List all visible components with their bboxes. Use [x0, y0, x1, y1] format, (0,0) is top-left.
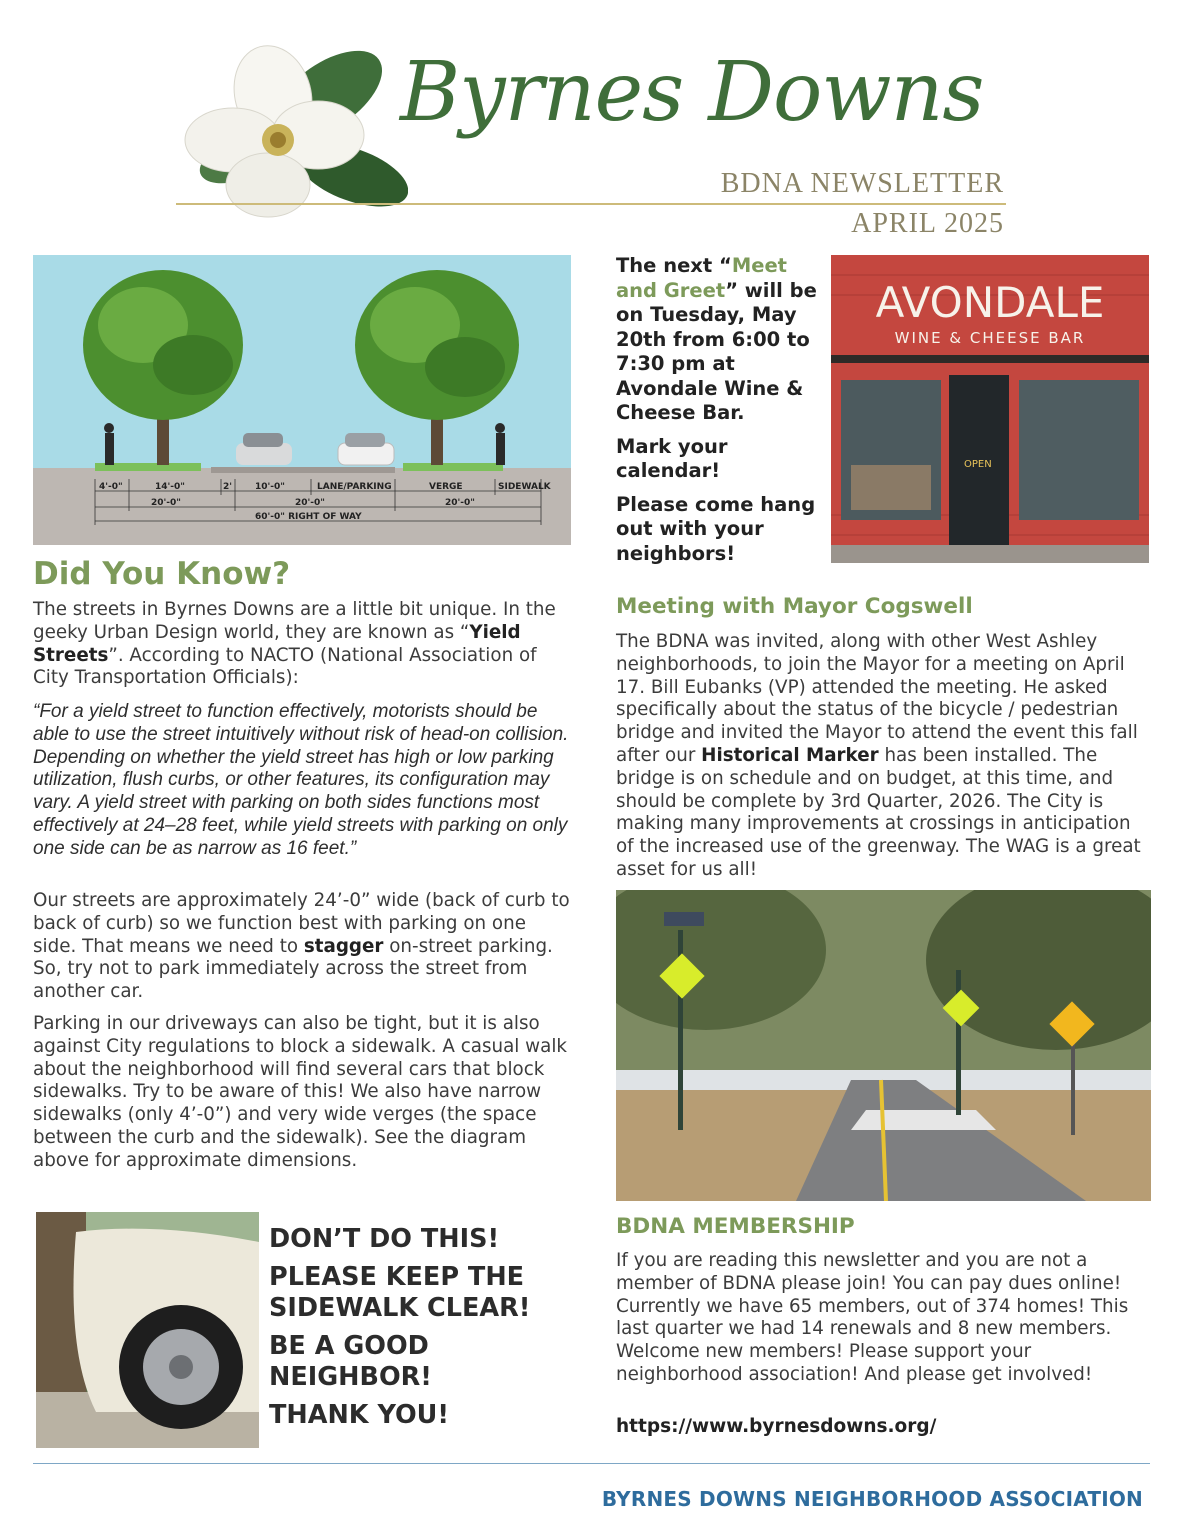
footer-divider	[33, 1463, 1150, 1464]
mayor-meeting-heading: Meeting with Mayor Cogswell	[616, 594, 973, 619]
newsletter-subtitle: BDNA NEWSLETTER	[720, 168, 1004, 199]
meet-and-greet-announcement	[616, 254, 828, 575]
did-you-know-heading: Did You Know?	[33, 556, 291, 592]
greenway-crosswalk-photo	[616, 890, 1151, 1201]
driveway-paragraph: Parking in our driveways can also be tight, but it is also against City regulations to block a sidewalk. A casual walk about the neighborhood will find several cars that block sidewalks. Try to be aware of this! We also have narrow sidewalks (only 4’-0”) and very wide verges (the space between the curb and the sidewalk). See the diagram above for approximate dimensions.	[33, 1013, 567, 1171]
dim-lane-width: 10'-0"	[255, 482, 285, 492]
dim-sidewalk: SIDEWALK	[498, 482, 551, 492]
did-you-know-intro: The streets in Byrnes Downs are a little bit unique. In the geeky Urban Design world, they are known as “Yield Streets”. According to NACTO (National Association of City Transportation Officials):	[33, 599, 556, 689]
street-width-paragraph: Our streets are approximately 24’-0” wide (back of curb to back of curb) so we function best with parking on one side. That means we need to stagger on-street parking. So, try not to park immediately across the street from another car.	[33, 890, 570, 1003]
dim-subtotal-mid: 20'-0"	[295, 498, 325, 508]
membership-heading: BDNA MEMBERSHIP	[616, 1214, 855, 1239]
dim-lane-parking: LANE/PARKING	[317, 482, 392, 492]
nacto-quote: “For a yield street to function effectively, motorists should be able to use the street intuitively without risk of head-on collision. Depending on whether the yield street has high or low parking utilization, flush curbs, or other features, its configuration may vary. A yield street with parking on both sides functions most effectively at 24–28 feet, while yield streets with parking on only one side can be as narrow as 16 feet.”	[33, 701, 569, 859]
website-link[interactable]: https://www.byrnesdowns.org/	[616, 1416, 937, 1437]
callout-line-3: BE A GOOD NEIGHBOR!	[269, 1331, 432, 1392]
dont-block-sidewalk-callout	[269, 1224, 569, 1438]
dim-subtotal-left: 20'-0"	[151, 498, 181, 508]
dim-curb: 2'	[223, 482, 233, 492]
magnolia-logo-icon	[178, 40, 408, 225]
callout-line-2: PLEASE KEEP THE SIDEWALK CLEAR!	[269, 1262, 531, 1323]
meet-details: The next “Meet and Greet” will be on Tuesday, May 20th from 6:00 to 7:30 pm at Avondale Wine & Cheese Bar.	[616, 254, 817, 424]
issue-date: APRIL 2025	[851, 208, 1004, 239]
dim-subtotal-right: 20'-0"	[445, 498, 475, 508]
dim-verge-width: 14'-0"	[155, 482, 185, 492]
callout-line-4: THANK YOU!	[269, 1400, 450, 1430]
footer-organization-name: BYRNES DOWNS NEIGHBORHOOD ASSOCIATION	[601, 1487, 1143, 1511]
avondale-storefront-photo	[831, 255, 1149, 563]
street-section-diagram	[33, 255, 571, 545]
dim-total: 60'-0" RIGHT OF WAY	[255, 512, 362, 522]
come-hang-out: Please come hang out with your neighbors!	[616, 492, 816, 565]
callout-line-1: DON’T DO THIS!	[269, 1224, 500, 1254]
mayor-meeting-text: The BDNA was invited, along with other West Ashley neighborhoods, to join the Mayor for a meeting on April 17. Bill Eubanks (VP) attended the meeting. He asked specifically about the status of the bicycle / pedestrian bridge and invited the Mayor to attend the event this fall after our Historical Marker has been installed. The bridge is on schedule and on budget, at this time, and should be complete by 3rd Quarter, 2026. The City is making many improvements at crossings in anticipation of the increased use of the greenway. The WAG is a great asset for us all!	[616, 631, 1141, 880]
open-sign: OPEN	[964, 459, 992, 470]
masthead-title: Byrnes Downs	[400, 45, 984, 140]
masthead-divider	[176, 203, 1006, 205]
dim-verge: VERGE	[429, 482, 463, 492]
dim-sidewalk-width: 4'-0"	[99, 482, 123, 492]
avondale-sign-name: AVONDALE	[875, 278, 1105, 327]
car-blocking-sidewalk-photo	[36, 1212, 259, 1448]
membership-text: If you are reading this newsletter and you are not a member of BDNA please join! You can pay dues online! Currently we have 65 members, out of 374 homes! This last quarter we had 14 renewals and 8 new members. Welcome new members! Please support your neighborhood association! And please get involved!	[616, 1250, 1129, 1385]
avondale-sign-sub: WINE & CHEESE BAR	[894, 329, 1086, 347]
mark-calendar: Mark your calendar!	[616, 434, 728, 482]
